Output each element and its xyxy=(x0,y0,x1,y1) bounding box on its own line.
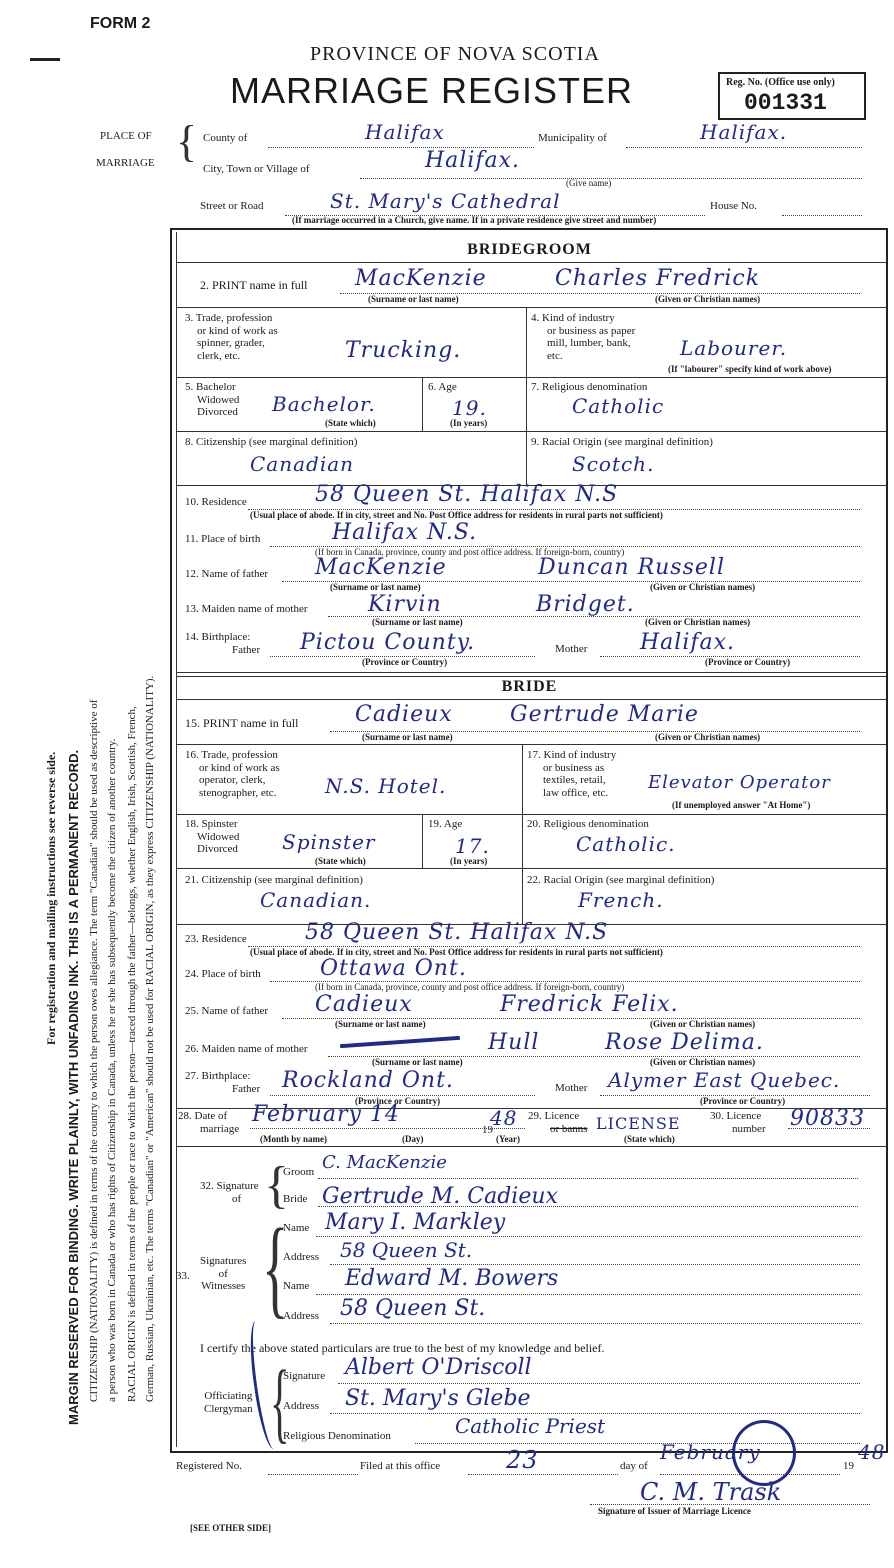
groom-residence-label: 10. Residence xyxy=(185,496,247,508)
province-title: PROVINCE OF NOVA SCOTIA xyxy=(310,43,600,65)
bride-citizenship-label: 21. Citizenship (see marginal definition) xyxy=(185,874,363,886)
bride-surname: Cadieux xyxy=(355,702,453,727)
month-caption: (Month by name) xyxy=(260,1134,327,1144)
bride-mother-label: 26. Maiden name of mother xyxy=(185,1043,308,1055)
groom-mother-bp-label: Mother xyxy=(555,643,588,655)
bride-industry-label: 17. Kind of industry or business as textiles, retail, law office, etc. xyxy=(527,749,617,799)
reg-number-box xyxy=(718,72,866,120)
groom-surname-caption: (Surname or last name) xyxy=(368,294,459,304)
bride-father-surname: Cadieux xyxy=(315,992,413,1017)
bride-status: Spinster xyxy=(282,830,376,854)
groom-father-given: Duncan Russell xyxy=(538,555,725,580)
bride-given-caption: (Given or Christian names) xyxy=(655,732,761,742)
side-text-1: For registration and mailing instructions see reverse side. xyxy=(44,751,58,1045)
bride-religion: Catholic. xyxy=(576,832,676,856)
bride-prov-caption-2: (Province or Country) xyxy=(700,1096,786,1106)
city-label: City, Town or Village of xyxy=(203,163,310,175)
clergy-address: St. Mary's Glebe xyxy=(345,1386,531,1411)
bride-age-label: 19. Age xyxy=(428,818,463,830)
officiating-brace: { xyxy=(270,1353,290,1452)
w2-name-label: Name xyxy=(283,1280,310,1292)
groom-state-caption: (State which) xyxy=(325,418,376,428)
municipality-value: Halifax. xyxy=(700,120,788,144)
groom-given-caption: (Given or Christian names) xyxy=(655,294,761,304)
w2-address: 58 Queen St. xyxy=(340,1296,486,1321)
sig-label: 32. Signature of xyxy=(200,1180,259,1205)
bride-father-label: 25. Name of father xyxy=(185,1005,269,1017)
groom-sig-label: Groom xyxy=(283,1166,315,1178)
witness-label: Signatures of Witnesses xyxy=(200,1255,247,1293)
bride-surname-caption: (Surname or last name) xyxy=(362,732,453,742)
licence-type: LICENSE xyxy=(596,1114,681,1133)
w1-name: Mary I. Markley xyxy=(325,1210,506,1235)
bride-mother-bp: Alymer East Quebec. xyxy=(608,1068,841,1092)
see-other-side: [SEE OTHER SIDE] xyxy=(190,1523,272,1533)
groom-religion: Catholic xyxy=(572,394,665,418)
w1-address: 58 Queen St. xyxy=(340,1238,473,1262)
marriage-date: February 14 xyxy=(252,1102,400,1127)
registered-label: Registered No. xyxy=(176,1460,242,1472)
bride-age: 17. xyxy=(455,834,490,858)
filed-year-prefix: 19 xyxy=(843,1460,854,1472)
bride-age-caption: (In years) xyxy=(450,856,488,866)
clergy-addr-label: Address xyxy=(283,1400,320,1412)
bride-mother-surname-cap: (Surname or last name) xyxy=(372,1057,463,1067)
groom-age-caption: (In years) xyxy=(450,418,488,428)
side-text-6: German, Russian, Ukrainian, etc. The terms "Canadian" or "American" should not be used for RACIAL ORIGIN, as they express CITIZENSHIP (NATIONALITY). xyxy=(144,675,156,1402)
give-name-caption: (Give name) xyxy=(566,178,612,188)
bride-prov-caption-1: (Province or Country) xyxy=(355,1096,441,1106)
bride-given: Gertrude Marie xyxy=(510,702,699,727)
municipality-label: Municipality of xyxy=(538,132,607,144)
groom-father-bp: Pictou County. xyxy=(300,630,476,655)
bride-trade-label: 16. Trade, profession or kind of work as operator, clerk, stenographer, etc. xyxy=(185,749,280,799)
groom-mother-given-cap: (Given or Christian names) xyxy=(645,617,751,627)
bride-status-label: 18. Spinster Widowed Divorced xyxy=(185,818,240,856)
groom-origin-label: 9. Racial Origin (see marginal definition) xyxy=(531,436,713,448)
groom-trade-label: 3. Trade, profession or kind of work as spinner, grader, clerk, etc. xyxy=(185,312,278,362)
groom-age: 19. xyxy=(452,396,487,420)
clergy-sig-label: Signature xyxy=(283,1370,326,1382)
bride-birth-caption: (If born in Canada, province, county and post office address. If foreign-born, country) xyxy=(315,982,625,992)
groom-residence: 58 Queen St. Halifax N.S xyxy=(315,482,619,507)
brace: { xyxy=(176,117,198,166)
bride-residence-label: 23. Residence xyxy=(185,933,247,945)
issuer-signature: C. M. Trask xyxy=(640,1478,782,1506)
groom-mother-bp: Halifax. xyxy=(640,630,736,655)
w1-addr-label: Address xyxy=(283,1251,320,1263)
licence-number: 90833 xyxy=(790,1106,865,1131)
groom-industry: Labourer. xyxy=(680,336,788,360)
place-note: (If marriage occurred in a Church, give name. If in a private residence give street and number) xyxy=(292,215,657,225)
county-label: County of xyxy=(203,132,248,144)
street-value: St. Mary's Cathedral xyxy=(330,189,561,213)
bride-mother-surname: Hull xyxy=(488,1030,540,1055)
bride-state-caption: (State which) xyxy=(315,856,366,866)
groom-prov-caption-1: (Province or Country) xyxy=(362,657,448,667)
certify-text: I certify the above stated particulars are true to the best of my knowledge and belief. xyxy=(200,1341,605,1355)
bride-father-bp: Rockland Ont. xyxy=(282,1068,454,1093)
bride-birthplace: Ottawa Ont. xyxy=(320,956,467,981)
bridegroom-heading: BRIDEGROOM xyxy=(467,241,592,258)
bride-signature: Gertrude M. Cadieux xyxy=(322,1184,558,1209)
day-of-label: day of xyxy=(620,1460,648,1472)
filed-label: Filed at this office xyxy=(360,1460,441,1472)
groom-status: Bachelor. xyxy=(272,392,376,416)
groom-parents-bp-label: 14. Birthplace: Father xyxy=(185,631,261,656)
groom-religion-label: 7. Religious denomination xyxy=(531,381,648,393)
filed-day: 23 xyxy=(506,1446,539,1474)
filed-year: 48 xyxy=(858,1440,886,1464)
bride-father-given-cap: (Given or Christian names) xyxy=(650,1019,756,1029)
groom-trade: Trucking. xyxy=(345,338,462,363)
groom-residence-caption: (Usual place of abode. If in city, street and No. Post Office address for residents in rural parts not sufficient) xyxy=(250,510,663,520)
bride-origin: French. xyxy=(578,888,664,912)
bride-father-surname-cap: (Surname or last name) xyxy=(335,1019,426,1029)
side-text-5: RACIAL ORIGIN is defined in terms of the people or race to which the person—traced through the father—belongs, whether English, Irish, Scottish, French, xyxy=(126,706,138,1402)
groom-prov-caption-2: (Province or Country) xyxy=(705,657,791,667)
clergy-denomination: Catholic Priest xyxy=(455,1414,606,1438)
bride-parents-bp-label: 27. Birthplace: Father xyxy=(185,1070,261,1095)
groom-father-surname-cap: (Surname or last name) xyxy=(330,582,421,592)
bride-birthplace-label: 24. Place of birth xyxy=(185,968,261,980)
city-value: Halifax. xyxy=(425,148,521,173)
sig-brace: { xyxy=(264,1157,289,1214)
bride-residence-caption: (Usual place of abode. If in city, street and No. Post Office address for residents in rural parts not sufficient) xyxy=(250,947,663,957)
groom-citizenship-label: 8. Citizenship (see marginal definition) xyxy=(185,436,358,448)
groom-mother-given: Bridget. xyxy=(536,592,635,617)
side-text-4: a person who was born in Canada or who has rights of Citizenship in Canada, unless he or she has subsequently become the citizen of another country. xyxy=(106,738,118,1402)
witness-brace: { xyxy=(262,1206,289,1328)
groom-mother-surname: Kirvin xyxy=(368,592,442,617)
w2-name: Edward M. Bowers xyxy=(345,1266,559,1291)
place-label-1: PLACE OF xyxy=(100,130,152,142)
groom-given: Charles Fredrick xyxy=(555,266,761,291)
house-label: House No. xyxy=(710,200,758,212)
groom-surname: MacKenzie xyxy=(355,266,487,291)
side-text-2: MARGIN RESERVED FOR BINDING. WRITE PLAINLY, WITH UNFADING INK. THIS IS A PERMANENT RECORD. xyxy=(66,749,81,1425)
clergy-signature: Albert O'Driscoll xyxy=(345,1355,532,1380)
bride-residence: 58 Queen St. Halifax N.S xyxy=(305,920,609,945)
bride-origin-label: 22. Racial Origin (see marginal definition) xyxy=(527,874,715,886)
bride-father-given: Fredrick Felix. xyxy=(500,992,679,1017)
bride-mother-given: Rose Delima. xyxy=(605,1030,764,1055)
w2-addr-label: Address xyxy=(283,1310,320,1322)
bride-industry-note: (If unemployed answer "At Home") xyxy=(672,800,811,810)
groom-age-label: 6. Age xyxy=(428,381,457,393)
groom-mother-label: 13. Maiden name of mother xyxy=(185,603,308,615)
groom-mother-surname-cap: (Surname or last name) xyxy=(372,617,463,627)
bride-name-label: 15. PRINT name in full xyxy=(185,716,299,730)
bride-trade: N.S. Hotel. xyxy=(325,774,447,798)
witness-number: 33. xyxy=(176,1270,190,1282)
officiating-label: Officiating Clergyman xyxy=(204,1390,253,1415)
county-value: Halifax xyxy=(365,120,445,144)
groom-father-given-cap: (Given or Christian names) xyxy=(650,582,756,592)
groom-birthplace-label: 11. Place of birth xyxy=(185,533,261,545)
bride-mother-given-cap: (Given or Christian names) xyxy=(650,1057,756,1067)
document-title: MARRIAGE REGISTER xyxy=(230,70,634,111)
clergy-rel-label: Religious Denomination xyxy=(283,1430,391,1442)
groom-father-label: 12. Name of father xyxy=(185,568,269,580)
licence-state-caption: (State which) xyxy=(624,1134,675,1144)
marriage-year: 48 xyxy=(490,1106,518,1130)
groom-status-label: 5. Bachelor Widowed Divorced xyxy=(185,381,240,419)
licence-label: 29. Licence or banns xyxy=(528,1110,588,1135)
street-label: Street or Road xyxy=(200,200,264,212)
reg-label: Reg. No. xyxy=(726,77,763,88)
place-label-2: MARRIAGE xyxy=(96,157,155,169)
issuer-caption: Signature of Issuer of Marriage Licence xyxy=(598,1506,751,1516)
groom-citizenship: Canadian xyxy=(250,452,355,476)
year-caption: (Year) xyxy=(496,1134,520,1144)
groom-father-surname: MacKenzie xyxy=(315,555,447,580)
groom-industry-label: 4. Kind of industry or business as paper mill, lumber, bank, etc. xyxy=(531,312,636,362)
groom-industry-note: (If "labourer" specify kind of work above) xyxy=(668,364,832,374)
groom-origin: Scotch. xyxy=(572,452,655,476)
bride-industry: Elevator Operator xyxy=(648,772,831,793)
w1-name-label: Name xyxy=(283,1222,310,1234)
bride-heading: BRIDE xyxy=(501,678,558,695)
marriage-year-prefix: 19 xyxy=(482,1124,493,1136)
groom-signature: C. MacKenzie xyxy=(322,1152,447,1173)
groom-birth-caption: (If born in Canada, province, county and post office address. If foreign-born, country) xyxy=(315,547,625,557)
licence-number-label: 30. Licence number xyxy=(710,1110,766,1135)
reg-note: (Office use only) xyxy=(764,77,835,88)
bride-sig-label: Bride xyxy=(283,1193,308,1205)
bride-mother-bp-label: Mother xyxy=(555,1082,588,1094)
side-text-3: CITIZENSHIP (NATIONALITY) is defined in terms of the country to which the person owes allegiance. The term "Canadian" should be used as descriptive of xyxy=(88,699,100,1402)
reg-number: 001331 xyxy=(744,90,827,116)
punch-mark xyxy=(30,58,60,61)
marriage-date-label: 28. Date of marriage xyxy=(178,1110,240,1135)
groom-name-label: 2. PRINT name in full xyxy=(200,278,308,292)
bride-religion-label: 20. Religious denomination xyxy=(527,818,649,830)
bride-citizenship: Canadian. xyxy=(260,888,372,912)
form-number: FORM 2 xyxy=(90,15,151,32)
day-caption: (Day) xyxy=(402,1134,424,1144)
groom-birthplace: Halifax N.S. xyxy=(332,520,478,545)
filed-month: February xyxy=(660,1440,761,1464)
issuer-flourish xyxy=(732,1420,796,1486)
